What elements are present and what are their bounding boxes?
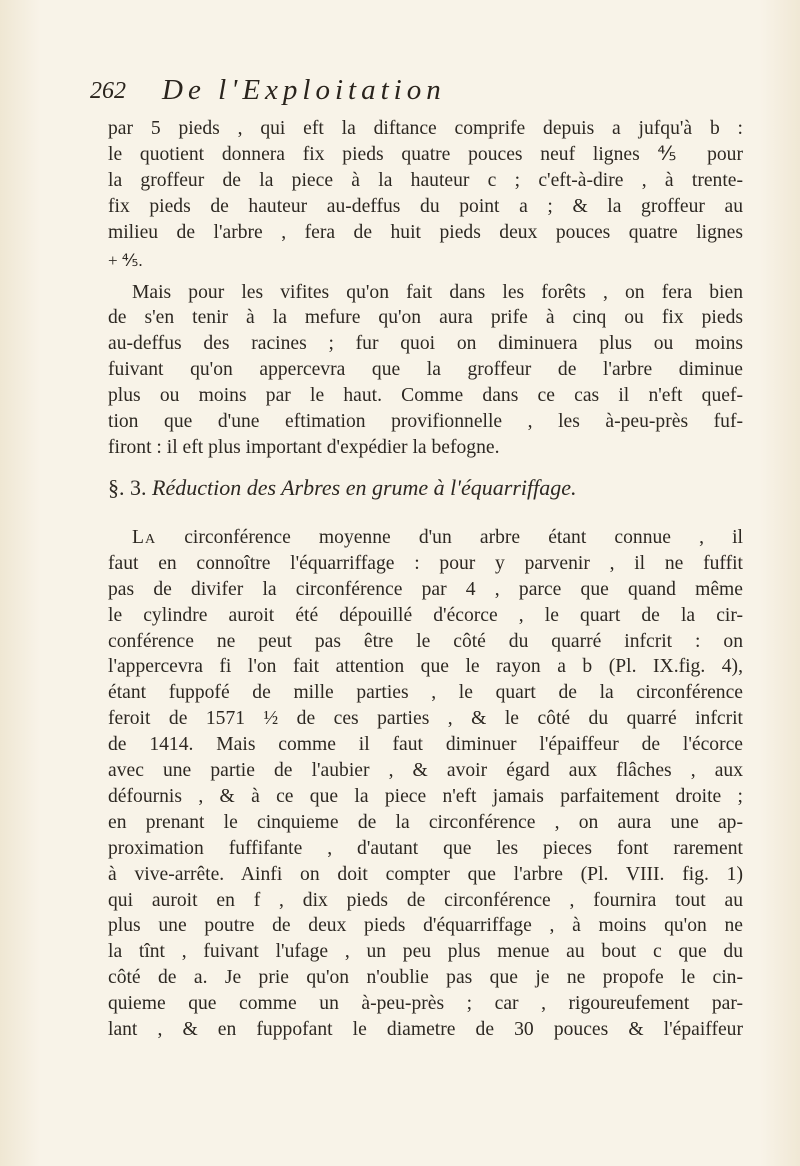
text-line: au-deffus des racines ; fur quoi on diminuera plus ou moins — [108, 333, 743, 355]
text-line — [108, 525, 743, 551]
text-line: défournis , & à ce que la piece n'eft jamais parfaitement droite ; — [108, 785, 743, 807]
text-line: la tînt , fuivant l'ufage , un peu plus menue au bout c que du — [108, 941, 743, 963]
text-line: conférence ne peut pas être le côté du quarré infcrit : on — [108, 630, 743, 652]
page-header — [90, 72, 730, 112]
text-line: feroit de 1571 ½ de ces parties , & le côté du quarré infcrit — [108, 708, 743, 730]
text-line: par 5 pieds , qui eft la diftance comprife depuis a jufqu'à b : — [108, 118, 743, 139]
first-line-rest: circonférence moyenne d'un arbre étant connue , il — [156, 526, 743, 548]
text-line: de s'en tenir à la mefure qu'on aura prife à cinq ou fix pieds — [108, 307, 743, 329]
text-line: firont : il eft plus important d'expédier la befogne. — [108, 436, 500, 458]
text-line: étant fuppofé de mille parties , le quart de la circonférence — [108, 682, 743, 704]
section-title: Réduction des Arbres en grume à l'équarriffage. — [152, 474, 577, 500]
text-line: pas de divifer la circonférence par 4 , parce que quand même — [108, 578, 743, 600]
paragraph-3 — [108, 525, 743, 1043]
text-line: Mais pour les vifites qu'on fait dans les forêts , on fera bien — [132, 281, 743, 303]
text-line: faut en connoître l'équarriffage : pour y parvenir , il ne fuffit — [108, 552, 743, 574]
page-number: 262 — [90, 78, 126, 104]
text-line: l'appercevra fi l'on fait attention que le rayon a b (Pl. IX.fig. 4), — [108, 656, 743, 678]
text-line: le cylindre auroit été dépouillé d'écorce , le quart de la cir- — [108, 604, 743, 626]
text-line: fix pieds de hauteur au-deffus du point a ; & la groffeur au — [108, 195, 743, 217]
paragraph-2 — [108, 280, 743, 461]
text-line: milieu de l'arbre , fera de huit pieds deux pouces quatre lignes — [108, 221, 743, 243]
text-line: plus ou moins par le haut. Comme dans ce cas il n'eft quef- — [108, 385, 743, 407]
text-line: à vive-arrête. Ainfi on doit compter que l'arbre (Pl. VIII. fig. 1) — [108, 863, 743, 885]
text-line: côté de a. Je prie qu'on n'oublie pas que je ne propofe le cin- — [108, 967, 743, 989]
section-number: §. 3. — [108, 474, 147, 500]
text-line: quieme que comme un à-peu-près ; car , rigoureufement par- — [108, 993, 743, 1015]
section-heading — [108, 473, 743, 503]
fraction-line: + ⅘. — [108, 250, 143, 270]
paragraph-1 — [108, 116, 743, 280]
text-line: proximation fuffifante , d'autant que les pieces font rarement — [108, 837, 743, 859]
body-text — [108, 116, 743, 1043]
text-line: qui auroit en f , dix pieds de circonférence , fournira tout au — [108, 889, 743, 911]
text-line: de 1414. Mais comme il faut diminuer l'épaiffeur de l'écorce — [108, 734, 743, 756]
text-line: tion que d'une eftimation provifionnelle , les à-peu-près fuf- — [108, 411, 743, 433]
text-line: plus une poutre de deux pieds d'équarriffage , à moins qu'on ne — [108, 915, 743, 937]
text-line: avec une partie de l'aubier , & avoir égard aux flâches , aux — [108, 760, 743, 782]
text-line: le quotient donnera fix pieds quatre pouces neuf lignes ⅘ pour — [108, 143, 743, 165]
text-line: lant , & en fuppofant le diametre de 30 pouces & l'épaiffeur — [108, 1019, 743, 1041]
text-line: fuivant qu'on appercevra que la groffeur de l'arbre diminue — [108, 359, 743, 381]
text-line: la groffeur de la piece à la hauteur c ; c'eft-à-dire , à trente- — [108, 169, 743, 191]
first-word: La — [132, 526, 157, 548]
running-title: De l'Exploitation — [162, 74, 446, 106]
text-line: en prenant le cinquieme de la circonférence , on aura une ap- — [108, 811, 743, 833]
